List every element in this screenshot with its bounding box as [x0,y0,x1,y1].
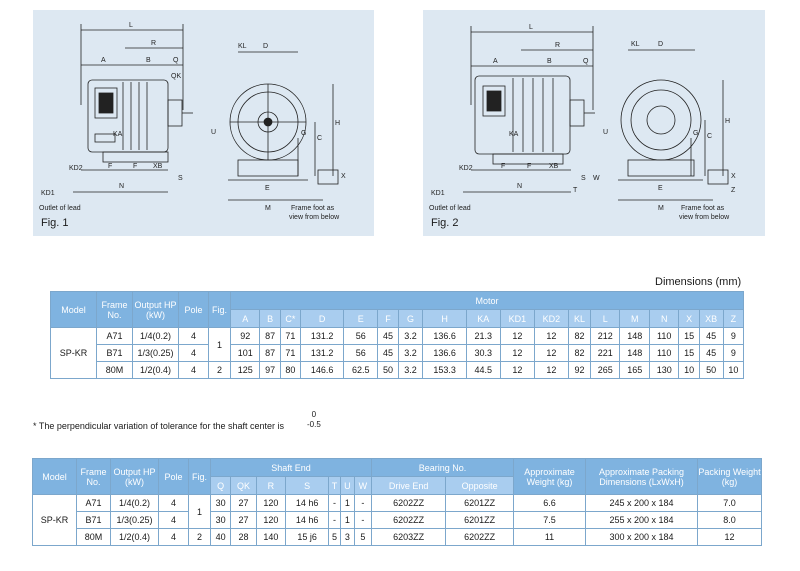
svg-text:F: F [133,163,138,170]
value-cell: 110 [649,328,678,345]
svg-text:Q: Q [173,57,179,64]
svg-text:L: L [129,22,133,29]
value-cell: 12 [534,345,568,362]
shaft-cell: 14 h6 [286,512,329,529]
svg-text:B: B [547,58,552,65]
bearing-cell: 6201ZZ [446,495,514,512]
value-cell: 153.3 [423,362,466,379]
svg-text:M: M [658,205,664,212]
figure-2-drawing [423,10,765,236]
pole-cell: 4 [159,512,189,529]
value-cell: 146.6 [300,362,343,379]
svg-text:D: D [263,43,269,50]
shaft-cell: - [354,512,371,529]
value-cell: 30.3 [466,345,500,362]
tolerance-value [307,410,321,430]
subheader-w: W [354,477,371,495]
header-bearing: Bearing No. [372,459,514,477]
model-cell: SP-KR [51,328,97,379]
pole-cell: 4 [179,328,209,345]
value-cell: 82 [568,328,590,345]
value-cell: 45 [378,328,398,345]
svg-text:N: N [119,183,125,190]
value-cell: 9 [723,345,743,362]
subheader-a: A [231,310,260,328]
bearing-cell: 6202ZZ [372,512,446,529]
header-fig: Fig. [209,292,231,328]
svg-text:X: X [731,173,736,180]
value-cell: 136.6 [423,345,466,362]
value-cell: 12 [534,328,568,345]
svg-text:G: G [693,130,699,137]
output-cell: 1/4(0.2) [111,495,159,512]
packing-dim-cell: 300 x 200 x 184 [586,529,698,546]
frame-cell: 80M [77,529,111,546]
value-cell: 80 [280,362,300,379]
header-packing-weight: Packing Weight (kg) [698,459,762,495]
subheader-g: G [398,310,423,328]
figure-1-drawing [33,10,374,236]
value-cell: 56 [344,345,378,362]
value-cell: 131.2 [300,345,343,362]
value-cell: 265 [591,362,620,379]
pole-cell: 4 [179,345,209,362]
fig-cell: 2 [209,362,231,379]
tolerance-lower: -0.5 [307,420,321,429]
tolerance-upper: 0 [311,410,317,419]
pole-cell: 4 [159,529,189,546]
figure-1-panel [33,10,374,236]
model-cell: SP-KR [33,495,77,546]
subheader-x: X [679,310,699,328]
bearing-cell: 6202ZZ [372,495,446,512]
shaft-cell: 1 [340,512,354,529]
value-cell: 101 [231,345,260,362]
frame-cell: A71 [97,328,133,345]
figure-2-label: Fig. 2 [431,217,459,229]
subheader-q: Q [211,477,231,495]
svg-text:QK: QK [171,73,182,80]
pole-cell: 4 [179,362,209,379]
svg-text:A: A [493,58,498,65]
value-cell: 12 [500,362,534,379]
shaft-cell: 15 j6 [286,529,329,546]
frame-cell: A71 [77,495,111,512]
svg-text:C: C [707,133,713,140]
value-cell: 148 [620,345,649,362]
svg-text:Z: Z [731,187,736,194]
value-cell: 12 [500,345,534,362]
value-cell: 131.2 [300,328,343,345]
value-cell: 148 [620,328,649,345]
svg-text:M: M [265,205,271,212]
value-cell: 92 [568,362,590,379]
bearing-cell: 6202ZZ [446,529,514,546]
subheader-e: E [344,310,378,328]
header-model: Model [51,292,97,328]
svg-text:view from below: view from below [679,214,730,221]
svg-text:E: E [265,185,270,192]
value-cell: 3.2 [398,362,423,379]
subheader-d: D [300,310,343,328]
svg-text:KA: KA [509,131,519,138]
pole-cell: 4 [159,495,189,512]
subheader-m: M [620,310,649,328]
svg-text:H: H [335,120,341,127]
figure-2-panel [423,10,765,236]
svg-text:Frame foot as: Frame foot as [291,205,335,212]
fig-cell: 2 [189,529,211,546]
shaft-cell: 140 [256,529,285,546]
subheader-t: T [329,477,341,495]
subheader-bearing-1: Opposite [446,477,514,495]
packing-weight-cell: 12 [698,529,762,546]
value-cell: 82 [568,345,590,362]
shaft-cell: - [354,495,371,512]
svg-text:Outlet of lead: Outlet of lead [429,205,471,212]
value-cell: 50 [378,362,398,379]
bearing-cell: 6201ZZ [446,512,514,529]
value-cell: 56 [344,328,378,345]
value-cell: 125 [231,362,260,379]
shaft-cell: 5 [329,529,341,546]
svg-text:B: B [146,57,151,64]
subheader-z: Z [723,310,743,328]
svg-text:KL: KL [238,43,247,50]
frame-cell: B71 [97,345,133,362]
header-output: Output HP (kW) [133,292,179,328]
shaft-cell: 30 [211,512,231,529]
shaft-cell: 120 [256,495,285,512]
weight-cell: 6.6 [514,495,586,512]
subheader-c: C* [280,310,300,328]
subheader-h: H [423,310,466,328]
value-cell: 3.2 [398,328,423,345]
packing-dim-cell: 255 x 200 x 184 [586,512,698,529]
shaft-cell: 3 [340,529,354,546]
svg-text:XB: XB [549,163,559,170]
frame-cell: B71 [77,512,111,529]
subheader-bearing-0: Drive End [372,477,446,495]
header-model: Model [33,459,77,495]
svg-text:A: A [101,57,106,64]
svg-text:N: N [517,183,523,190]
svg-text:F: F [501,163,506,170]
svg-text:view from below: view from below [289,214,340,221]
value-cell: 87 [260,345,280,362]
value-cell: 212 [591,328,620,345]
svg-text:F: F [527,163,532,170]
value-cell: 44.5 [466,362,500,379]
value-cell: 45 [699,345,723,362]
header-weight: Approximate Weight (kg) [514,459,586,495]
header-pole: Pole [179,292,209,328]
subheader-kd2: KD2 [534,310,568,328]
svg-text:KA: KA [113,131,123,138]
subheader-l: L [591,310,620,328]
svg-text:KD2: KD2 [459,165,473,172]
shaft-cell: 14 h6 [286,495,329,512]
motor-dimensions-table [50,291,744,379]
subheader-qk: QK [231,477,257,495]
shaft-bearing-table [32,458,762,546]
value-cell: 62.5 [344,362,378,379]
packing-dim-cell: 245 x 200 x 184 [586,495,698,512]
value-cell: 92 [231,328,260,345]
value-cell: 45 [378,345,398,362]
svg-text:KD2: KD2 [69,165,83,172]
output-cell: 1/2(0.4) [133,362,179,379]
header-output: Output HP (kW) [111,459,159,495]
svg-text:Q: Q [583,58,589,65]
value-cell: 50 [699,362,723,379]
header-frame: Frame No. [97,292,133,328]
value-cell: 12 [500,328,534,345]
value-cell: 221 [591,345,620,362]
shaft-cell: 28 [231,529,257,546]
value-cell: 45 [699,328,723,345]
tolerance-note: * The perpendicular variation of tolerance for the shaft center is [33,421,284,431]
subheader-s: S [286,477,329,495]
svg-text:S: S [581,175,586,182]
subheader-r: R [256,477,285,495]
subheader-f: F [378,310,398,328]
svg-text:KD1: KD1 [41,190,55,197]
output-cell: 1/3(0.25) [111,512,159,529]
value-cell: 165 [620,362,649,379]
packing-weight-cell: 8.0 [698,512,762,529]
svg-text:C: C [317,135,323,142]
output-cell: 1/3(0.25) [133,345,179,362]
svg-text:E: E [658,185,663,192]
value-cell: 136.6 [423,328,466,345]
value-cell: 10 [723,362,743,379]
subheader-u: U [340,477,354,495]
svg-text:F: F [108,163,113,170]
value-cell: 3.2 [398,345,423,362]
shaft-cell: 120 [256,512,285,529]
subheader-xb: XB [699,310,723,328]
shaft-cell: 1 [340,495,354,512]
value-cell: 130 [649,362,678,379]
header-packing-dim: Approximate Packing Dimensions (LxWxH) [586,459,698,495]
subheader-kd1: KD1 [500,310,534,328]
svg-text:XB: XB [153,163,163,170]
value-cell: 71 [280,345,300,362]
value-cell: 15 [679,328,699,345]
fig-cell: 1 [209,328,231,362]
svg-text:U: U [603,129,609,136]
svg-text:Outlet of lead: Outlet of lead [39,205,81,212]
dimensions-title: Dimensions (mm) [655,276,742,288]
svg-text:R: R [555,42,561,49]
value-cell: 110 [649,345,678,362]
subheader-ka: KA [466,310,500,328]
svg-text:W: W [593,175,600,182]
shaft-cell: 30 [211,495,231,512]
svg-text:R: R [151,40,157,47]
value-cell: 10 [679,362,699,379]
value-cell: 71 [280,328,300,345]
svg-text:D: D [658,41,664,48]
value-cell: 97 [260,362,280,379]
svg-text:U: U [211,129,217,136]
shaft-cell: 40 [211,529,231,546]
weight-cell: 11 [514,529,586,546]
shaft-cell: 5 [354,529,371,546]
value-cell: 21.3 [466,328,500,345]
header-motor: Motor [231,292,744,310]
value-cell: 15 [679,345,699,362]
packing-weight-cell: 7.0 [698,495,762,512]
header-pole: Pole [159,459,189,495]
value-cell: 12 [534,362,568,379]
header-fig: Fig. [189,459,211,495]
output-cell: 1/4(0.2) [133,328,179,345]
subheader-b: B [260,310,280,328]
fig-cell: 1 [189,495,211,529]
svg-text:X: X [341,173,346,180]
svg-text:H: H [725,118,731,125]
svg-text:KD1: KD1 [431,190,445,197]
header-shaft-end: Shaft End [211,459,372,477]
shaft-cell: - [329,512,341,529]
frame-cell: 80M [97,362,133,379]
subheader-kl: KL [568,310,590,328]
svg-text:T: T [573,187,578,194]
output-cell: 1/2(0.4) [111,529,159,546]
svg-text:L: L [529,24,533,31]
header-frame: Frame No. [77,459,111,495]
figure-1-label: Fig. 1 [41,217,69,229]
svg-text:KL: KL [631,41,640,48]
svg-text:Frame foot as: Frame foot as [681,205,725,212]
subheader-n: N [649,310,678,328]
shaft-cell: 27 [231,495,257,512]
svg-text:G: G [301,130,307,137]
shaft-cell: - [329,495,341,512]
bearing-cell: 6203ZZ [372,529,446,546]
value-cell: 9 [723,328,743,345]
svg-text:S: S [178,175,183,182]
shaft-cell: 27 [231,512,257,529]
value-cell: 87 [260,328,280,345]
weight-cell: 7.5 [514,512,586,529]
